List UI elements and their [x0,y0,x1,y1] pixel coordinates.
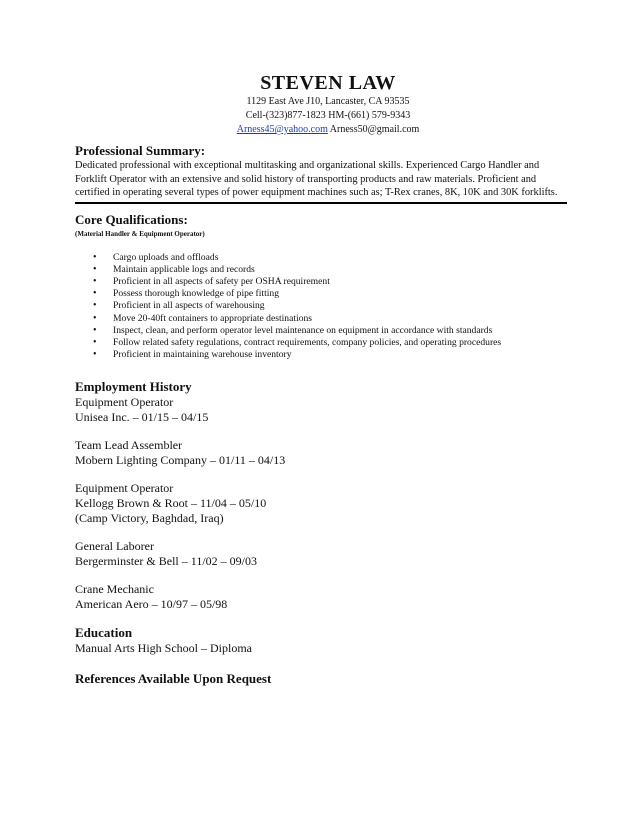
summary-line: certified in operating several types of power equipment machines such as; T-Rex cranes, 8K, 10K and 30K forklifts. [75,187,558,198]
references-note: References Available Upon Request [75,671,272,687]
job-entry [75,539,565,569]
professional-summary-section [75,143,565,204]
job-entry [75,438,565,468]
qualification-item: • Inspect, clean, and perform operator level maintenance on equipment in accordance with standards [75,325,565,337]
email-line [18,123,638,137]
resume-body [75,143,565,687]
core-qualifications-section [75,212,565,362]
qualification-item: • Follow related safety regulations, contract requirements, company policies, and operating procedures [75,337,565,349]
section-divider [75,202,567,204]
qualification-item: • Maintain applicable logs and records [75,264,565,276]
qualification-item: • Cargo uploads and offloads [75,252,565,264]
education-section [75,625,565,656]
job-location: (Camp Victory, Baghdad, Iraq) [75,511,224,526]
education-title: Education [75,625,133,641]
employment-title: Employment History [75,379,192,395]
job-company-dates: American Aero – 10/97 – 05/98 [75,597,228,612]
job-company-dates: Unisea Inc. – 01/15 – 04/15 [75,410,209,425]
qualifications-list [75,252,565,362]
summary-line: Dedicated professional with exceptional multitasking and organizational skills. Experienced Cargo Handler and [75,160,540,171]
qualifications-subtitle: (Material Handler & Equipment Operator) [75,229,205,238]
job-company-dates: Bergerminster & Bell – 11/02 – 09/03 [75,554,257,569]
job-title: Team Lead Assembler [75,438,183,453]
summary-line: Forklift Operator with an extensive and solid history of transporting products and raw materials. Proficient and [75,173,537,185]
job-entry [75,395,565,425]
phone-numbers: Cell-(323)877-1823 HM-(661) 579-9343 [245,110,411,121]
job-entry [75,481,565,526]
email-secondary: Arness50@gmail.com [327,124,420,135]
job-entry [75,582,565,612]
employment-history-section [75,379,565,612]
job-title: Equipment Operator [75,481,174,496]
education-entry: Manual Arts High School – Diploma [75,641,252,656]
qualification-item: • Possess thorough knowledge of pipe fitting [75,288,565,300]
qualification-item: • Proficient in maintaining warehouse inventory [75,349,565,361]
qualification-item: • Proficient in all aspects of safety per OSHA requirement [75,276,565,288]
job-company-dates: Mobern Lighting Company – 01/11 – 04/13 [75,453,286,468]
resume-header [0,72,638,137]
qualification-item: • Proficient in all aspects of warehousing [75,300,565,312]
job-title: Equipment Operator [75,395,174,410]
job-title: Crane Mechanic [75,582,154,597]
qualification-item: • Move 20-40ft containers to appropriate destinations [75,313,565,325]
email-link[interactable]: Arness45@yahoo.com [236,124,328,135]
candidate-name: STEVEN LAW [260,72,396,94]
address: 1129 East Ave J10, Lancaster, CA 93535 [246,96,410,107]
job-company-dates: Kellogg Brown & Root – 11/04 – 05/10 [75,496,267,511]
summary-title: Professional Summary: [75,143,206,158]
job-title: General Laborer [75,539,154,554]
qualifications-title: Core Qualifications: [75,211,188,227]
